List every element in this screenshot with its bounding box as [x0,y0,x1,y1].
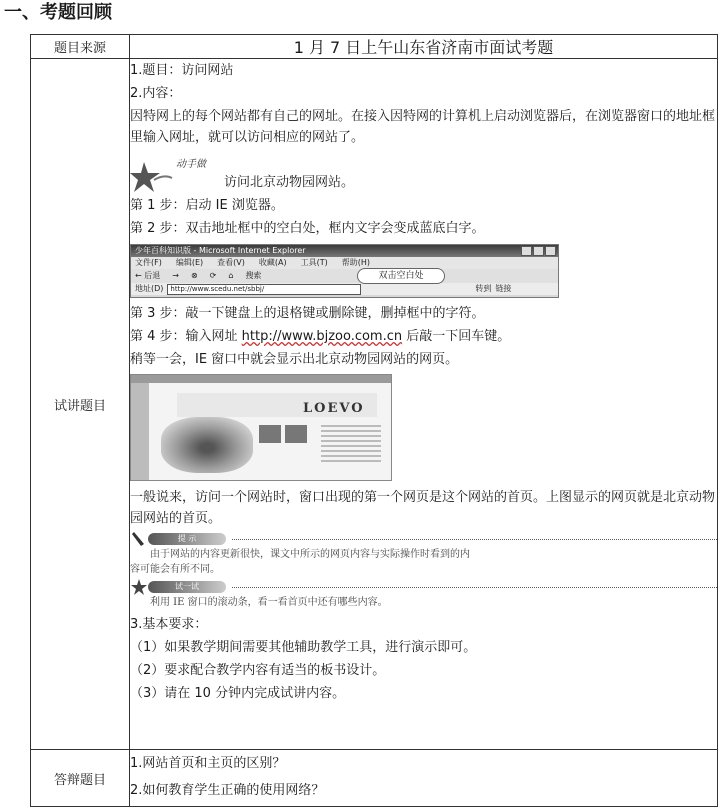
step-3: 第 3 步：敲一下键盘上的退格键或删除键，删掉框中的字符。 [130,306,485,321]
menu-favorites: 收藏(A) [258,258,287,267]
try-text: 利用 IE 窗口的滚动条，看一看首页中还有哪些内容。 [150,597,388,608]
source-row [31,35,718,59]
requirement-2: （2）要求配合教学内容有适当的板书设计。 [130,663,386,678]
step-4-suffix: 后敲一下回车键。 [402,329,511,344]
hands-on-text: 访问北京动物园网站。 [224,175,355,190]
menu-tools: 工具(T) [300,258,328,267]
browser-toolbar [131,269,558,283]
defense-question-2: 2.如何教育学生正确的使用网络？ [130,783,325,798]
hands-on-label: 动手做 [176,159,206,170]
browser-menubar [131,257,558,269]
back-button: ← 后退 [135,271,161,280]
links-label: 链接 [495,284,512,293]
requirement-1: （1）如果教学期间需要其他辅助教学工具，进行演示即可。 [130,640,477,655]
exam-table [30,34,718,807]
homepage-paragraph: 一般说来，访问一个网站时，窗口出现的第一个网页是这个网站的首页。上图显示的网页就是北京动物园网站的首页。 [130,490,716,526]
requirements-heading: 3.基本要求： [130,617,208,632]
star-icon [130,579,148,595]
zoo-thumbnails [259,425,307,443]
home-icon: ⌂ [228,271,234,280]
menu-view: 查看(V) [217,258,245,267]
window-buttons [521,246,556,256]
tip-badge: 提 示 [148,533,226,545]
tip-text-line1: 由于网站的内容更新很快，课文中所示的网页内容与实际操作时看到的内 [150,549,470,560]
tip-box [130,531,717,575]
address-field: http://www.scedu.net/sbbj/ [167,284,361,295]
browser-screenshot [130,244,559,298]
star-icon [130,160,174,194]
source-label: 题目来源 [31,35,130,59]
address-label: 地址(D) [135,284,164,293]
trial-label: 试讲题目 [31,59,130,750]
step-2: 第 2 步：双击地址框中的空白处，框内文字会变成蓝底白字。 [130,221,485,236]
forward-button: → [172,271,179,280]
browser-titlebar [131,245,558,257]
menu-edit: 编辑(E) [175,258,204,267]
trial-content-heading: 2.内容： [130,86,182,101]
trial-row [31,59,718,750]
pen-icon [130,531,148,547]
intro-paragraph: 因特网上的每个网站都有自己的网址。在接入因特网的计算机上启动浏览器后，在浏览器窗口的地址框里输入网址，就可以访问相应的网站了。 [130,109,716,145]
requirement-3: （3）请在 10 分钟内完成试讲内容。 [130,686,346,701]
wait-text: 稍等一会，IE 窗口中就会显示出北京动物园网站的网页。 [130,352,459,367]
defense-content [130,750,718,807]
step-4-prefix: 第 4 步：输入网址 [130,329,242,344]
search-button: 搜索 [245,271,262,280]
defense-label: 答辩题目 [31,750,130,807]
menu-file: 文件(F) [135,258,162,267]
stop-icon: ⊗ [190,271,198,280]
zoo-text-block [321,425,381,465]
zoo-photo [161,417,253,473]
try-box [130,579,717,613]
tip-text-line2: 容可能会有所不同。 [130,564,220,575]
zoo-logo: LOEVO [303,401,365,416]
refresh-icon: ⟳ [209,271,217,280]
menu-help: 帮助(H) [341,258,370,267]
section-title: 一、考题回顾 [4,2,112,23]
zoo-website-screenshot [130,374,392,481]
defense-question-1: 1.网站首页和主页的区别？ [130,756,286,771]
step-4 [130,325,717,348]
step-1: 第 1 步：启动 IE 浏览器。 [130,198,284,213]
browser-title: 少年百科知识版 - Microsoft Internet Explorer [135,246,306,255]
hands-on-row [130,150,717,194]
source-value: 1 月 7 日上午山东省济南市面试考题 [130,35,718,59]
zoo-url: http://www.bjzoo.com.cn [241,329,403,344]
defense-row [31,750,718,807]
double-click-callout: 双击空白处 [357,268,445,284]
go-button: 转到 [475,284,492,293]
trial-topic: 1.题目：访问网站 [130,63,234,78]
browser-addressbar [131,283,558,295]
try-badge: 试一试 [148,581,226,593]
trial-content [130,59,718,750]
